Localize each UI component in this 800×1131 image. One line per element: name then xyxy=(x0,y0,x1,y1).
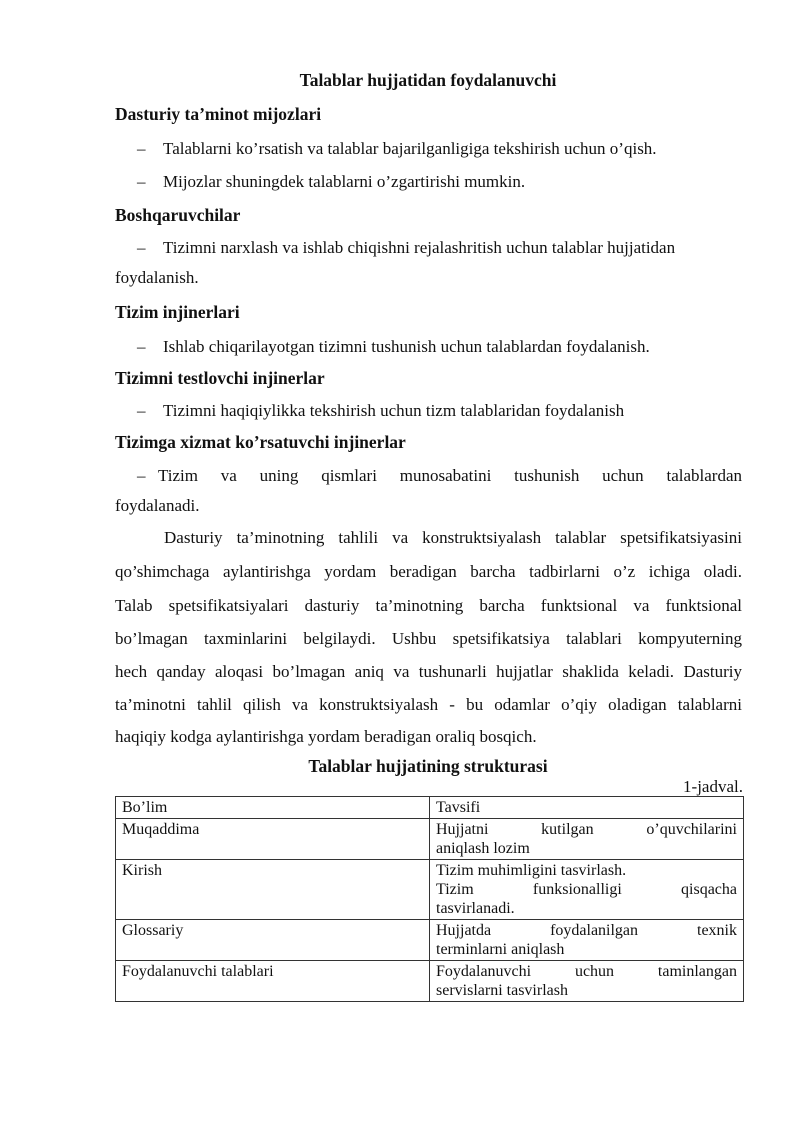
document-title: Talablar hujjatidan foydalanuvchi xyxy=(299,70,557,90)
section-heading-system-engineers: Tizim injinerlari xyxy=(115,302,240,322)
section-heading-clients: Dasturiy ta’minot mijozlari xyxy=(115,104,322,124)
table-cell-section: Kirish xyxy=(116,860,430,920)
table-row xyxy=(116,860,744,920)
bullet-dash: – xyxy=(137,401,146,420)
cell-line: tasvirlanadi. xyxy=(436,900,515,917)
table-cell-description xyxy=(430,819,744,860)
bullet-dash: – xyxy=(137,172,146,191)
paragraph-line: Talab spetsifikatsiyalari dasturiy ta’minotning barcha funktsional va funktsional xyxy=(115,596,742,615)
cell-line: terminlarni aniqlash xyxy=(436,941,565,958)
list-item-text: Tizim va uning qismlari munosabatini tushunish uchun talablardan xyxy=(158,466,742,485)
table-cell-section: Glossariy xyxy=(116,920,430,961)
table-cell-description xyxy=(430,961,744,1002)
list-item-text: Talablarni ko’rsatish va talablar bajarilganligiga tekshirish uchun o’qish. xyxy=(163,139,657,158)
table-cell-description xyxy=(430,860,744,920)
section-heading-managers: Boshqaruvchilar xyxy=(115,205,241,225)
table-caption: Talablar hujjatining strukturasi xyxy=(308,756,548,776)
list-item xyxy=(137,337,650,357)
cell-line: Foydalanuvchi uchun taminlangan xyxy=(436,963,737,980)
list-item xyxy=(137,172,525,192)
section-heading-maintenance-engineers: Tizimga xizmat ko’rsatuvchi injinerlar xyxy=(115,432,406,452)
cell-line: Hujjatda foydalanilgan texnik xyxy=(436,922,737,939)
column-header-section: Bo’lim xyxy=(116,797,430,819)
list-item-text: Tizimni haqiqiylikka tekshirish uchun tizm talablaridan foydalanish xyxy=(163,401,625,420)
paragraph-line: hech qanday aloqasi bo’lmagan aniq va tushunarli hujjatlar shaklida keladi. Dasturiy xyxy=(115,662,742,681)
table-cell-section: Foydalanuvchi talablari xyxy=(116,961,430,1002)
paragraph-line: ta’minotni tahlil qilish va konstruktsiyalash - bu odamlar o’qiy oladigan talablarni xyxy=(115,695,742,714)
bullet-dash: – xyxy=(137,238,146,257)
list-item xyxy=(137,466,742,486)
table-header-row xyxy=(116,797,744,819)
cell-line: Tizim funksionalligi qisqacha xyxy=(436,881,737,898)
list-item xyxy=(137,238,675,258)
table-row xyxy=(116,819,744,860)
table-cell-description xyxy=(430,920,744,961)
cell-line: servislarni tasvirlash xyxy=(436,982,568,999)
requirements-structure-table xyxy=(115,796,744,1002)
bullet-dash: – xyxy=(137,466,146,485)
paragraph-line: bo’lmagan taxminlarini belgilaydi. Ushbu spetsifikatsiya talablari kompyuterning xyxy=(115,629,742,648)
section-heading-test-engineers: Tizimni testlovchi injinerlar xyxy=(115,368,325,388)
list-item-text: Ishlab chiqarilayotgan tizimni tushunish uchun talablardan foydalanish. xyxy=(163,337,650,356)
list-item-continuation: foydalanish. xyxy=(115,268,199,287)
bullet-dash: – xyxy=(137,337,146,356)
list-item xyxy=(137,139,657,159)
list-item-text: Mijozlar shuningdek talablarni o’zgartirishi mumkin. xyxy=(163,172,526,191)
table-cell-section: Muqaddima xyxy=(116,819,430,860)
table-row xyxy=(116,920,744,961)
cell-line: Hujjatni kutilgan o’quvchilarini xyxy=(436,821,737,838)
cell-line: Tizim muhimligini tasvirlash. xyxy=(436,862,627,879)
paragraph-line: haqiqiy kodga aylantirishga yordam beradigan oraliq bosqich. xyxy=(115,727,537,746)
cell-line: aniqlash lozim xyxy=(436,840,530,857)
table-row xyxy=(116,961,744,1002)
bullet-dash: – xyxy=(137,139,146,158)
list-item-continuation: foydalanadi. xyxy=(115,496,200,515)
paragraph-line: Dasturiy ta’minotning tahlili va konstruktsiyalash talablar spetsifikatsiyasini xyxy=(164,528,742,547)
column-header-description: Tavsifi xyxy=(430,797,744,819)
paragraph-line: qo’shimchaga aylantirishga yordam beradigan barcha tadbirlarni o’z ichiga oladi. xyxy=(115,562,742,581)
table-number: 1-jadval. xyxy=(683,777,743,796)
list-item-text: Tizimni narxlash va ishlab chiqishni rejalashritish uchun talablar hujjatidan xyxy=(163,238,676,257)
list-item xyxy=(137,401,624,421)
